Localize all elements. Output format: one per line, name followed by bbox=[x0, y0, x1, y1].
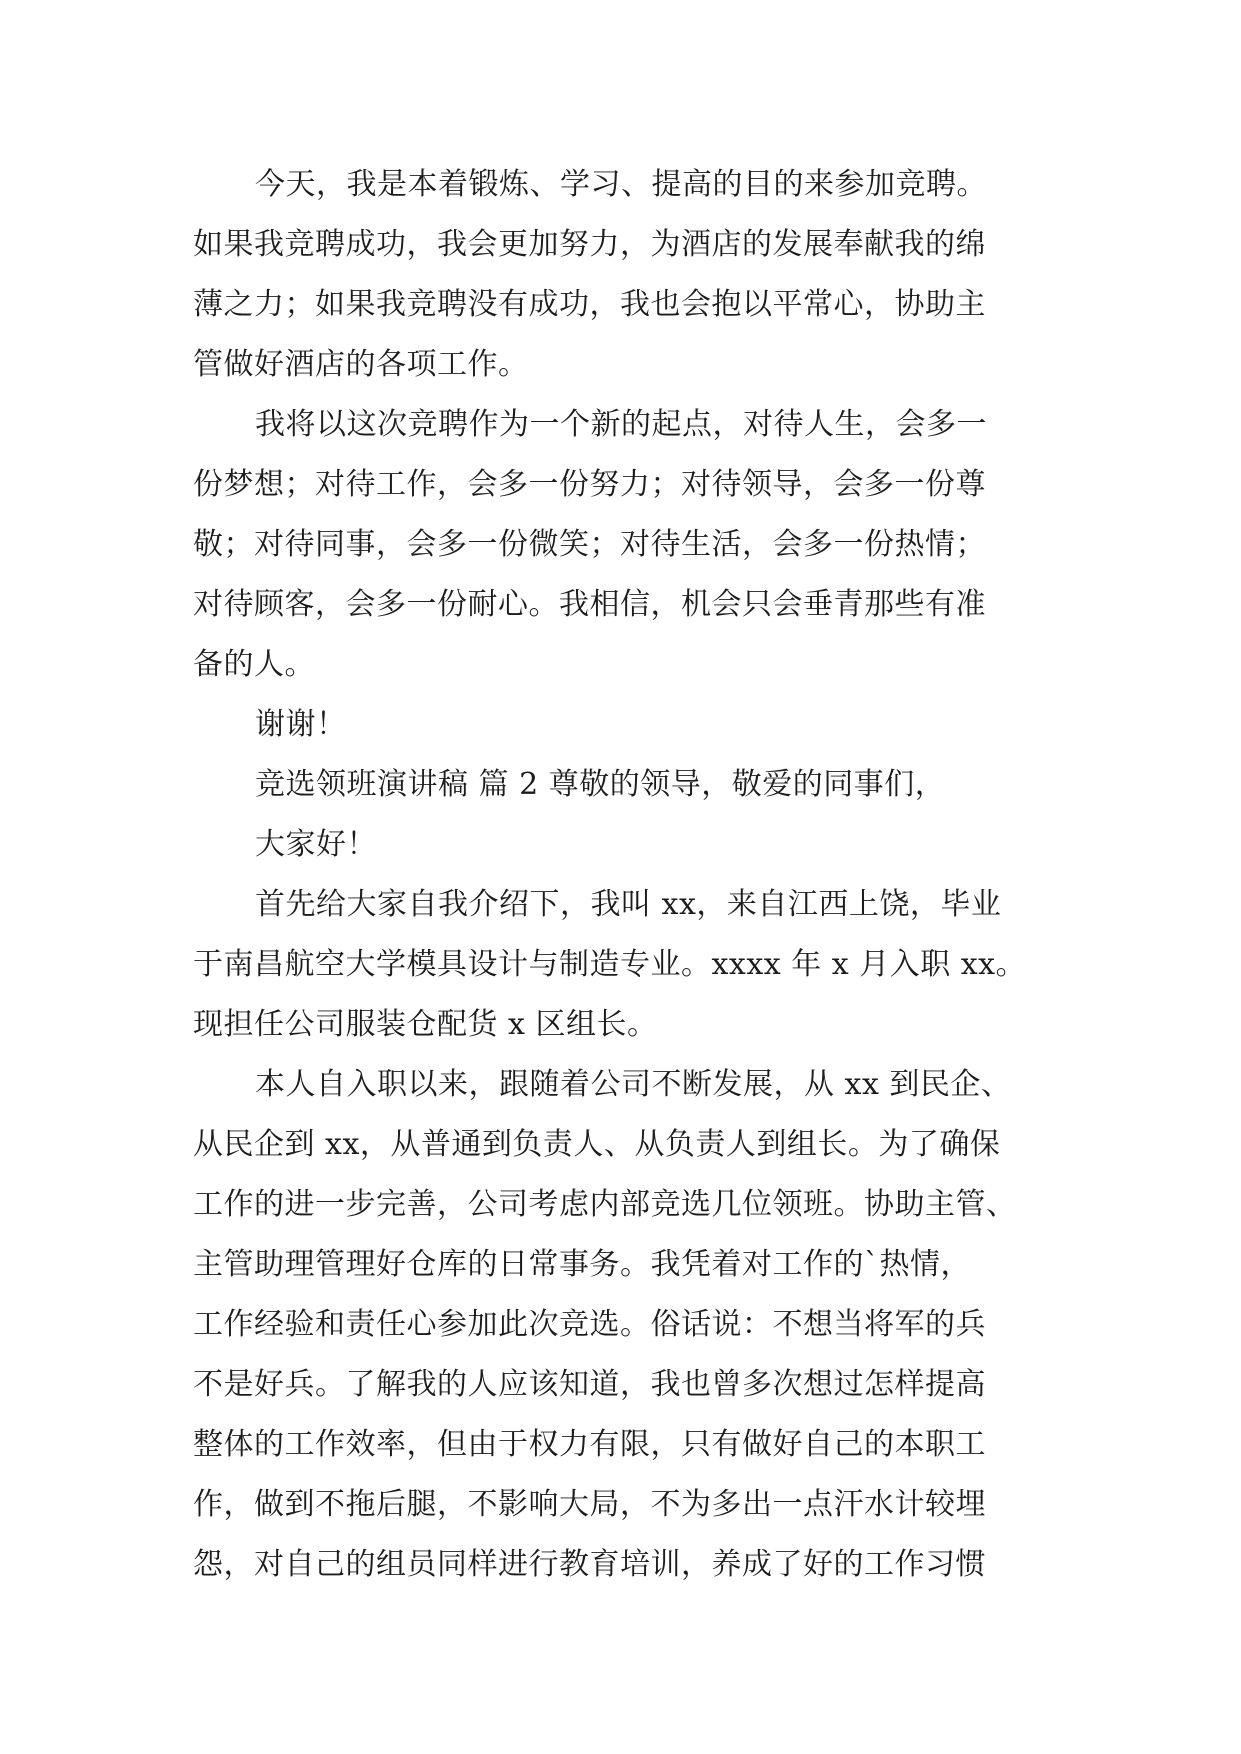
paragraph-line: 主管助理管理好仓库的日常事务。我凭着对工作的`热情， bbox=[193, 1247, 971, 1282]
paragraph-line: 本人自入职以来，跟随着公司不断发展，从 xx 到民企、 bbox=[255, 1067, 1012, 1102]
paragraph-line: 作，做到不拖后腿，不影响大局，不为多出一点汗水计较埋 bbox=[193, 1487, 986, 1522]
paragraph-line: 工作的进一步完善，公司考虑内部竞选几位领班。协助主管、 bbox=[193, 1187, 1017, 1222]
paragraph-line: 备的人。 bbox=[193, 647, 315, 682]
paragraph-line: 份梦想；对待工作，会多一份努力；对待领导，会多一份尊 bbox=[193, 467, 986, 502]
paragraph-line: 现担任公司服装仓配货 x 区组长。 bbox=[193, 1007, 658, 1042]
paragraph-line: 对待顾客，会多一份耐心。我相信，机会只会垂青那些有准 bbox=[193, 587, 986, 622]
paragraph-line: 薄之力；如果我竞聘没有成功，我也会抱以平常心，协助主 bbox=[193, 287, 986, 322]
paragraph-line: 谢谢！ bbox=[255, 707, 347, 742]
paragraph-line: 管做好酒店的各项工作。 bbox=[193, 347, 529, 382]
paragraph-line: 于南昌航空大学模具设计与制造专业。xxxx 年 x 月入职 xx。 bbox=[193, 947, 1027, 982]
paragraph-line: 整体的工作效率，但由于权力有限，只有做好自己的本职工 bbox=[193, 1427, 986, 1462]
paragraph-line: 如果我竞聘成功，我会更加努力，为酒店的发展奉献我的绵 bbox=[193, 227, 986, 262]
paragraph-line: 首先给大家自我介绍下，我叫 xx，来自江西上饶，毕业 bbox=[255, 887, 1002, 922]
paragraph-line: 从民企到 xx，从普通到负责人、从负责人到组长。为了确保 bbox=[193, 1127, 1001, 1162]
section-heading: 竞选领班演讲稿 篇 2 尊敬的领导，敬爱的同事们， bbox=[255, 767, 946, 802]
paragraph-line: 工作经验和责任心参加此次竞选。俗话说：不想当将军的兵 bbox=[193, 1307, 986, 1342]
paragraph-line: 怨，对自己的组员同样进行教育培训，养成了好的工作习惯 bbox=[193, 1547, 986, 1582]
paragraph-line: 大家好！ bbox=[255, 827, 377, 862]
paragraph-line: 我将以这次竞聘作为一个新的起点，对待人生，会多一 bbox=[255, 407, 987, 442]
paragraph-line: 不是好兵。了解我的人应该知道，我也曾多次想过怎样提高 bbox=[193, 1367, 986, 1402]
paragraph-line: 今天，我是本着锻炼、学习、提高的目的来参加竞聘。 bbox=[255, 167, 987, 202]
paragraph-line: 敬；对待同事，会多一份微笑；对待生活，会多一份热情； bbox=[193, 527, 986, 562]
